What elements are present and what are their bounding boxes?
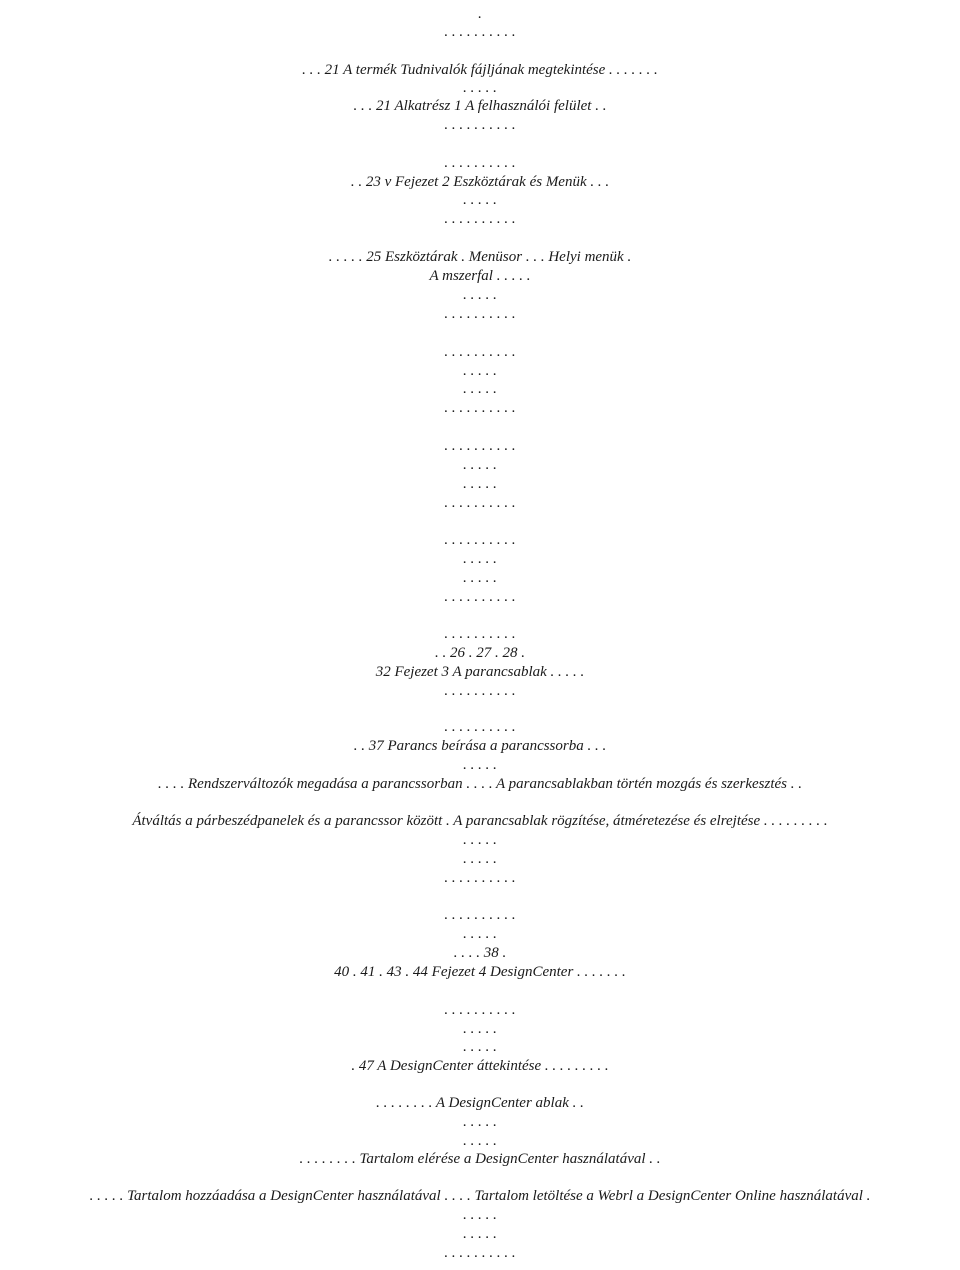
toc-line: 32 Fejezet 3 A parancsablak . . . . . [375,664,585,680]
toc-line: . . . . . . . . . . [444,495,516,511]
toc-line: . . 23 v Fejezet 2 Eszköztárak és Menük . . . [350,174,610,190]
toc-line: . . . . . . . . . . [444,532,516,548]
toc-line: . . . . . [463,832,497,848]
toc-line: . . . . . [463,1207,497,1223]
toc-line: . . . . . [463,1039,497,1055]
toc-line: . . 37 Parancs beírása a parancssorba . . . [353,738,607,754]
toc-line: . . . . . [463,757,497,773]
toc-line: . . . . . . . . . . [444,907,516,923]
toc-line: . . . . . . . . . . [444,438,516,454]
toc-line: . . . . . [463,1021,497,1037]
toc-line: . . . . . [463,192,497,208]
toc-line: . . . . . [463,851,497,867]
toc-line: . . . . . [463,457,497,473]
toc-line: . . . . . . . . . . [444,117,516,133]
toc-line: . . . . . . . . . . [444,626,516,642]
toc-line: . . . . . [463,1114,497,1130]
toc-line: . [478,6,482,22]
toc-line: . . . . . . . . . . [444,870,516,886]
toc-line: . . . 21 A termék Tudnivalók fájljának megtekintése . . . . . . . [302,62,658,78]
toc-line: . . 26 . 27 . 28 . [435,645,525,661]
toc-line: . . . 21 Alkatrész 1 A felhasználói felület . . [353,98,607,114]
toc-line: . . . . . . . . . . [444,683,516,699]
toc-line: . 47 A DesignCenter áttekintése . . . . . . . . . [351,1058,609,1074]
toc-line: . . . . . . . . . . [444,1002,516,1018]
toc-line: . . . . . [463,287,497,303]
toc-line: . . . . . . . . . . [444,24,516,40]
toc-line: . . . . . [463,926,497,942]
toc-line: . . . . . [463,551,497,567]
toc-line: . . . . . [463,1226,497,1242]
toc-line: . . . . . [463,363,497,379]
toc-line: . . . . . [463,570,497,586]
toc-line: . . . . . . . . A DesignCenter ablak . . [376,1095,584,1111]
toc-line: . . . . . . . . Tartalom elérése a DesignCenter használatával . . [299,1151,661,1167]
toc-line: . . . . 38 . [453,945,507,961]
toc-line: A mszerfal . . . . . [429,268,531,284]
toc-line: Átváltás a párbeszédpanelek és a parancssor között . A parancsablak rögzítése, átméretezése és elrejtése . . . . . . . . . [132,813,828,829]
toc-line: . . . . . . . . . . [444,344,516,360]
toc-line: . . . . . . . . . . [444,155,516,171]
toc-line: . . . . . Tartalom hozzáadása a DesignCenter használatával . . . . Tartalom letöltése a Webrl a DesignCenter Online használatával . [89,1188,871,1204]
toc-line: . . . . . [463,80,497,96]
toc-line: . . . . . . . . . . [444,400,516,416]
toc-line: . . . . . . . . . . [444,589,516,605]
toc-line: . . . . . . . . . . [444,1245,516,1261]
toc-line: . . . . . 25 Eszköztárak . Menüsor . . . Helyi menük . [328,249,632,265]
toc-line: . . . . . . . . . . [444,719,516,735]
toc-line: . . . . Rendszerváltozók megadása a parancssorban . . . . A parancsablakban történ mozgás és szerkesztés . . [158,776,802,792]
toc-line: 40 . 41 . 43 . 44 Fejezet 4 DesignCenter . . . . . . . [334,964,626,980]
toc-line: . . . . . [463,1133,497,1149]
toc-line: . . . . . [463,476,497,492]
toc-line: . . . . . . . . . . [444,306,516,322]
toc-line: . . . . . [463,381,497,397]
toc-line: . . . . . . . . . . [444,211,516,227]
